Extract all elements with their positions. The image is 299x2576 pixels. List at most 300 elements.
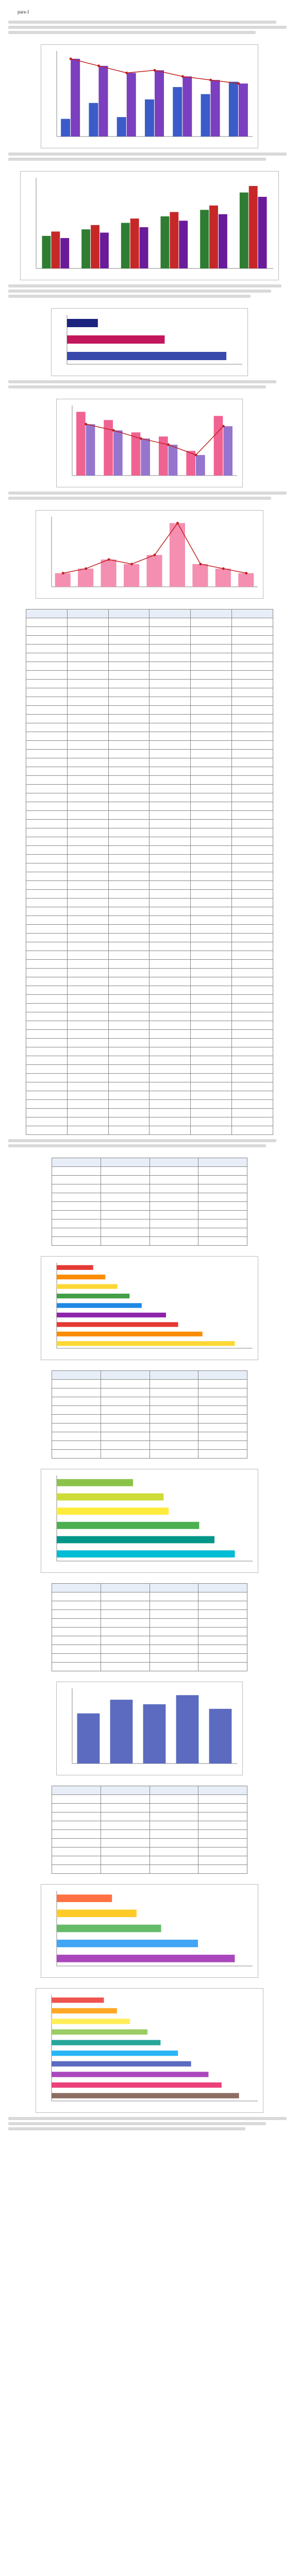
text-block (0, 492, 299, 500)
table-row (26, 627, 273, 636)
table-cell (150, 1601, 198, 1610)
table-cell (191, 820, 232, 828)
table-header-cell (150, 1786, 198, 1795)
bar (196, 455, 205, 476)
table-cell (26, 872, 68, 881)
table-row (52, 1450, 247, 1459)
table-cell (108, 1004, 150, 1012)
table-cell (108, 1126, 150, 1135)
table-cell (191, 1109, 232, 1117)
table-header-cell (67, 609, 108, 618)
table-row (26, 855, 273, 863)
table-cell (67, 934, 108, 942)
figure-1 (41, 44, 258, 148)
table-cell (191, 907, 232, 916)
table-cell (198, 1848, 247, 1856)
table-cell (191, 899, 232, 907)
table-cell (26, 785, 68, 793)
bar (258, 197, 267, 268)
table-header-cell (198, 1786, 247, 1795)
table-cell (150, 1592, 198, 1601)
table-cell (198, 1636, 247, 1645)
table-header-cell (191, 609, 232, 618)
table-cell (150, 1167, 198, 1176)
bar (173, 87, 182, 137)
table-cell (52, 1804, 101, 1812)
bar (57, 1522, 199, 1529)
table-cell (232, 688, 273, 697)
table-row (52, 1406, 247, 1415)
table-cell (108, 1109, 150, 1117)
table-cell (232, 1109, 273, 1117)
table-cell (26, 811, 68, 820)
table-header-cell (52, 1584, 101, 1592)
table-row (26, 1039, 273, 1047)
table-cell (150, 1406, 198, 1415)
bar (214, 416, 223, 476)
table-cell (232, 1047, 273, 1056)
bar (57, 1925, 161, 1933)
table-cell (52, 1237, 101, 1246)
table-cell (198, 1397, 247, 1406)
table-cell (67, 1012, 108, 1021)
table-cell (150, 1074, 191, 1082)
table-row (52, 1423, 247, 1432)
table-5 (0, 1786, 299, 1874)
table-row (52, 1202, 247, 1211)
table-cell (67, 750, 108, 758)
bar (57, 1910, 137, 1918)
table-cell (67, 846, 108, 855)
table-cell (52, 1821, 101, 1830)
table-cell (232, 1091, 273, 1100)
table-row (26, 680, 273, 688)
table-cell (150, 785, 191, 793)
table-cell (108, 969, 150, 977)
table-cell (67, 837, 108, 846)
table-cell (101, 1415, 150, 1423)
table-cell (26, 1082, 68, 1091)
table-cell (191, 855, 232, 863)
table-cell (198, 1592, 247, 1601)
bar (57, 1894, 112, 1902)
table-cell (67, 1056, 108, 1065)
bar (67, 319, 98, 327)
table-cell (26, 618, 68, 627)
table-cell (101, 1645, 150, 1654)
table-row (26, 671, 273, 680)
figure-1-chart (41, 45, 258, 148)
table-cell (101, 1865, 150, 1874)
table-cell (150, 1237, 198, 1246)
figure-2-chart (21, 172, 278, 280)
table-row (26, 925, 273, 934)
table-cell (150, 688, 191, 697)
table-cell (108, 662, 150, 671)
table-cell (108, 899, 150, 907)
table-row (26, 986, 273, 995)
table-cell (198, 1441, 247, 1450)
table-cell (150, 934, 191, 942)
bar (57, 1536, 214, 1544)
bar (238, 573, 254, 587)
table-cell (101, 1202, 150, 1211)
bar (169, 445, 178, 476)
table-cell (26, 802, 68, 811)
table-cell (150, 890, 191, 899)
table-cell (52, 1193, 101, 1202)
table-cell (26, 653, 68, 662)
table-cell (108, 645, 150, 653)
table-cell (232, 1074, 273, 1082)
table-cell (150, 1021, 191, 1030)
bar (98, 66, 108, 137)
bar (127, 73, 136, 137)
table-row (52, 1415, 247, 1423)
table-cell (232, 925, 273, 934)
table-cell (191, 1012, 232, 1021)
table-cell (52, 1839, 101, 1848)
table-cell (52, 1184, 101, 1193)
table-cell (150, 1176, 198, 1184)
table-cell (108, 1074, 150, 1082)
table-cell (198, 1645, 247, 1654)
figure-3-chart (52, 309, 247, 376)
table-cell (232, 715, 273, 723)
table-cell (150, 1211, 198, 1219)
bar (67, 335, 164, 344)
table-cell (150, 881, 191, 890)
table-row (52, 1856, 247, 1865)
table-cell (191, 802, 232, 811)
table-cell (67, 960, 108, 969)
table-cell (232, 785, 273, 793)
table-cell (67, 828, 108, 837)
table-cell (198, 1388, 247, 1397)
table-cell (232, 1004, 273, 1012)
table-cell (150, 1056, 191, 1065)
table-cell (232, 618, 273, 627)
table-cell (26, 881, 68, 890)
table-cell (150, 758, 191, 767)
table-cell (67, 899, 108, 907)
table-cell (108, 776, 150, 785)
table-row (26, 1047, 273, 1056)
table-cell (191, 1117, 232, 1126)
bar (57, 1940, 198, 1947)
table-row (26, 697, 273, 706)
data-table (52, 1786, 247, 1874)
figure-2 (20, 171, 279, 280)
table-row (26, 732, 273, 741)
bar (192, 564, 208, 587)
table-cell (26, 995, 68, 1004)
table-row (26, 995, 273, 1004)
table-cell (26, 951, 68, 960)
table-cell (108, 723, 150, 732)
table-header-cell (101, 1371, 150, 1380)
table-cell (67, 1021, 108, 1030)
table-cell (52, 1219, 101, 1228)
table-cell (232, 697, 273, 706)
table-cell (26, 706, 68, 715)
table-cell (26, 645, 68, 653)
table-cell (232, 1012, 273, 1021)
table-row (26, 899, 273, 907)
table-cell (108, 767, 150, 776)
table-row (26, 776, 273, 785)
data-table (52, 1370, 247, 1459)
bar (57, 1479, 133, 1486)
table-cell (232, 916, 273, 925)
table-cell (150, 820, 191, 828)
table-cell (150, 1610, 198, 1619)
table-row (52, 1786, 247, 1795)
table-cell (52, 1380, 101, 1388)
table-cell (232, 872, 273, 881)
table-cell (26, 820, 68, 828)
table-row (26, 609, 273, 618)
table-cell (150, 995, 191, 1004)
table-cell (150, 741, 191, 750)
bar (130, 218, 139, 268)
table-cell (191, 977, 232, 986)
table-cell (101, 1176, 150, 1184)
table-cell (26, 907, 68, 916)
table-cell (150, 960, 191, 969)
table-cell (67, 1109, 108, 1117)
table-cell (150, 811, 191, 820)
table-cell (101, 1228, 150, 1237)
table-cell (67, 627, 108, 636)
table-cell (52, 1406, 101, 1415)
bar (146, 555, 162, 587)
table-cell (108, 802, 150, 811)
table-cell (191, 828, 232, 837)
table-cell (191, 776, 232, 785)
table-row (26, 636, 273, 645)
table-row (52, 1388, 247, 1397)
table-cell (67, 916, 108, 925)
table-row (26, 907, 273, 916)
table-cell (232, 653, 273, 662)
table-cell (150, 627, 191, 636)
table-cell (232, 881, 273, 890)
table-cell (150, 697, 191, 706)
table-cell (150, 1012, 191, 1021)
table-row (26, 758, 273, 767)
table-cell (232, 977, 273, 986)
table-cell (232, 732, 273, 741)
bar (81, 229, 90, 268)
table-cell (191, 1004, 232, 1012)
table-cell (101, 1804, 150, 1812)
table-cell (108, 960, 150, 969)
table-cell (150, 1645, 198, 1654)
table-cell (101, 1441, 150, 1450)
table-cell (26, 688, 68, 697)
table-cell (191, 863, 232, 872)
table-2 (0, 1158, 299, 1246)
table-cell (150, 1415, 198, 1423)
table-cell (108, 680, 150, 688)
table-cell (108, 837, 150, 846)
table-cell (26, 750, 68, 758)
table-row (26, 750, 273, 758)
table-cell (108, 977, 150, 986)
table-row (26, 828, 273, 837)
table-cell (52, 1388, 101, 1397)
table-cell (67, 881, 108, 890)
bar (143, 1704, 166, 1764)
table-cell (26, 969, 68, 977)
table-cell (101, 1636, 150, 1645)
table-cell (150, 1065, 191, 1074)
table-cell (26, 1091, 68, 1100)
table-cell (150, 1380, 198, 1388)
table-cell (108, 706, 150, 715)
table-cell (101, 1450, 150, 1459)
bar (52, 2072, 208, 2077)
table-cell (26, 899, 68, 907)
table-cell (232, 767, 273, 776)
table-header-cell (232, 609, 273, 618)
table-row (52, 1610, 247, 1619)
table-cell (232, 793, 273, 802)
table-cell (108, 671, 150, 680)
table-row (26, 837, 273, 846)
table-cell (198, 1184, 247, 1193)
table-header-cell (52, 1786, 101, 1795)
table-cell (52, 1812, 101, 1821)
table-cell (52, 1610, 101, 1619)
bar (61, 119, 70, 137)
table-cell (26, 1047, 68, 1056)
table-cell (150, 1830, 198, 1839)
table-row (26, 811, 273, 820)
table-cell (150, 942, 191, 951)
table-cell (67, 925, 108, 934)
table-row (52, 1167, 247, 1176)
table-row (26, 977, 273, 986)
table-row (52, 1228, 247, 1237)
table-cell (150, 662, 191, 671)
text-block (0, 21, 299, 34)
table-cell (198, 1865, 247, 1874)
table-cell (232, 820, 273, 828)
table-cell (232, 1126, 273, 1135)
table-cell (191, 1082, 232, 1091)
bar (57, 1284, 118, 1289)
table-cell (67, 802, 108, 811)
table-cell (26, 715, 68, 723)
bar (71, 59, 80, 137)
table-cell (150, 1628, 198, 1636)
table-cell (67, 951, 108, 960)
table-cell (108, 618, 150, 627)
bar (91, 225, 99, 268)
table-cell (26, 1109, 68, 1117)
table-cell (191, 1065, 232, 1074)
table-cell (150, 767, 191, 776)
table-cell (52, 1167, 101, 1176)
bar (211, 80, 220, 137)
table-cell (26, 1126, 68, 1135)
bar (215, 569, 231, 587)
bar (179, 221, 188, 268)
table-cell (198, 1839, 247, 1848)
table-cell (101, 1219, 150, 1228)
bar (52, 2093, 239, 2098)
table-cell (67, 942, 108, 951)
data-table (52, 1158, 247, 1246)
table-cell (150, 846, 191, 855)
table-row (52, 1397, 247, 1406)
table-cell (67, 697, 108, 706)
table-cell (232, 942, 273, 951)
table-row (52, 1371, 247, 1380)
table-cell (232, 986, 273, 995)
bar (161, 216, 170, 268)
table-cell (52, 1628, 101, 1636)
bar (60, 238, 69, 268)
table-cell (191, 758, 232, 767)
table-cell (191, 1056, 232, 1065)
table-row (52, 1380, 247, 1388)
table-cell (232, 995, 273, 1004)
table-cell (108, 986, 150, 995)
table-cell (108, 890, 150, 899)
table-cell (26, 863, 68, 872)
table-row (26, 723, 273, 732)
bar (57, 1494, 163, 1501)
bar (67, 352, 226, 360)
bar (52, 2019, 130, 2024)
figure-7-chart (41, 1469, 258, 1572)
bar (240, 193, 248, 268)
table-cell (108, 715, 150, 723)
bar (78, 569, 93, 587)
table-cell (67, 872, 108, 881)
table-cell (52, 1228, 101, 1237)
table-cell (67, 811, 108, 820)
table-cell (101, 1184, 150, 1193)
table-cell (150, 951, 191, 960)
bar (76, 412, 86, 476)
table-cell (67, 776, 108, 785)
bar (229, 82, 238, 137)
table-row (52, 1584, 247, 1592)
table-row (26, 662, 273, 671)
table-cell (191, 916, 232, 925)
table-cell (67, 767, 108, 776)
table-cell (52, 1397, 101, 1406)
table-cell (67, 758, 108, 767)
table-cell (101, 1628, 150, 1636)
table-cell (108, 653, 150, 662)
table-cell (26, 1100, 68, 1109)
table-cell (108, 1117, 150, 1126)
table-cell (67, 741, 108, 750)
table-cell (67, 1091, 108, 1100)
table-cell (26, 662, 68, 671)
table-cell (191, 1039, 232, 1047)
bar (209, 1709, 232, 1764)
figure-6 (41, 1256, 258, 1360)
table-cell (198, 1415, 247, 1423)
table-row (52, 1830, 247, 1839)
table-cell (150, 925, 191, 934)
